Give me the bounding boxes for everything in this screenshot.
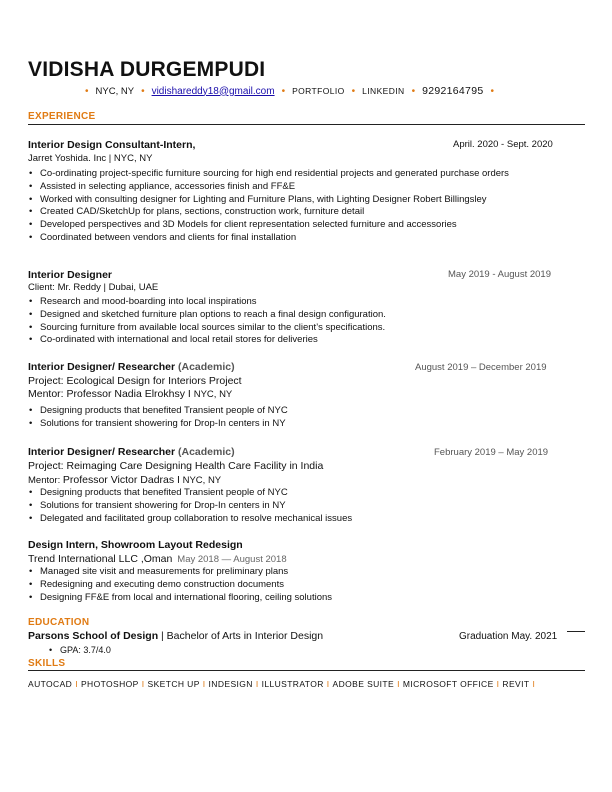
list-item: • Designing FF&E from local and international flooring, ceiling solutions: [28, 592, 580, 605]
list-item: • Solutions for transient showering for Drop-In centers in NY: [28, 418, 580, 431]
list-item: • Co-ordinated with international and local retail stores for deliveries: [28, 334, 580, 347]
mentor-text: Professor Victor Dadras I: [62, 474, 180, 486]
skill-item: PHOTOSHOP: [80, 679, 139, 689]
list-item: • Solutions for transient showering for Drop-In centers in NY: [28, 500, 580, 513]
skill-separator: I: [75, 679, 78, 689]
list-item: • Co-ordinating project-specific furniture sourcing for high end residential projects and generated purchase orders: [28, 168, 580, 181]
skills-heading: SKILLS: [28, 658, 66, 669]
graduation-date: Graduation May. 2021: [459, 631, 558, 642]
degree: | Bachelor of Arts in Interior Design: [161, 630, 324, 642]
skill-separator: I: [397, 679, 400, 689]
phone-number: 9292164795: [422, 85, 484, 97]
job-company: Trend International LLC ,Oman: [28, 553, 173, 565]
job-bullets: [28, 566, 580, 604]
list-item: • Designing products that benefited Transient people of NYC: [28, 405, 580, 418]
separator-dot: •: [281, 85, 286, 97]
list-item: • Assisted in selecting appliance, accessories finish and FF&E: [28, 181, 580, 194]
job-title: [28, 446, 235, 458]
job-title: Interior Design Consultant-Intern,: [28, 139, 196, 151]
separator-dot: •: [85, 85, 89, 97]
experience-heading: EXPERIENCE: [28, 111, 96, 122]
skill-item: REVIT: [502, 679, 530, 689]
skill-item: AUTOCAD: [28, 679, 73, 689]
job-bullets: [28, 487, 580, 525]
skill-separator: I: [202, 679, 206, 689]
job-date: April. 2020 - Sept. 2020: [453, 139, 553, 150]
job-project: Project: Reimaging Care Designing Health Care Facility in India: [28, 460, 324, 472]
linkedin-link[interactable]: LINKEDIN: [362, 86, 405, 96]
list-item: • Coordinated between vendors and clients for final installation: [28, 232, 580, 245]
list-item: • Managed site visit and measurements for preliminary plans: [28, 566, 580, 579]
email-link[interactable]: vidishareddy18@gmail.com: [151, 85, 275, 97]
job-date: February 2019 – May 2019: [434, 447, 549, 458]
short-rule: [567, 631, 585, 632]
section-divider: [28, 124, 585, 125]
section-divider: [28, 670, 585, 671]
contact-line: [78, 85, 501, 97]
skills-list: [28, 679, 538, 689]
education-line: [28, 630, 323, 642]
job-bullets: [28, 168, 580, 245]
job-date: August 2019 – December 2019: [415, 362, 547, 373]
list-item: • Redesigning and executing demo construction documents: [28, 579, 580, 592]
location: NYC, NY: [95, 85, 135, 97]
separator-dot: •: [411, 85, 416, 97]
skill-separator: I: [141, 679, 145, 689]
job-title-text: Interior Designer/ Researcher: [28, 446, 176, 458]
skill-item: SKETCH UP: [147, 679, 200, 689]
job-title: [28, 361, 235, 373]
job-mentor: [28, 388, 232, 400]
job-mentor: [28, 474, 221, 486]
list-item: • Created CAD/SketchUp for plans, sections, construction work, furniture detail: [28, 206, 580, 219]
job-bullets: [28, 296, 580, 347]
skill-item: ILLUSTRATOR: [261, 679, 324, 689]
job-company: Jarret Yoshida. Inc | NYC, NY: [28, 153, 153, 164]
education-bullets: [48, 644, 260, 657]
job-bullets: [28, 405, 580, 431]
separator-dot: •: [141, 85, 145, 97]
list-item: • Designed and sketched furniture plan options to reach a final design configuration.: [28, 309, 580, 322]
job-date: May 2019 - August 2019: [448, 269, 551, 280]
list-item: • Delegated and facilitated group collaboration to resolve mechanical issues: [28, 513, 580, 526]
skill-separator: I: [255, 679, 259, 689]
mentor-prefix: Mentor:: [28, 475, 61, 486]
job-title: Interior Designer: [28, 269, 113, 281]
mentor-location: NYC, NY: [193, 389, 233, 400]
job-date: May 2018 — August 2018: [177, 554, 287, 565]
skill-separator: I: [532, 679, 536, 689]
job-company-line: [28, 553, 287, 565]
mentor-text: Mentor: Professor Nadia Elrokhsy I: [28, 388, 191, 400]
job-company: Client: Mr. Reddy | Dubai, UAE: [28, 282, 159, 293]
job-title-suffix: (Academic): [177, 361, 235, 373]
separator-dot: •: [351, 85, 356, 97]
skill-separator: I: [496, 679, 500, 689]
job-project: Project: Ecological Design for Interiors Project: [28, 375, 242, 387]
skill-item: MICROSOFT OFFICE: [402, 679, 494, 689]
list-item: • Research and mood-boarding into local inspirations: [28, 296, 580, 309]
education-heading: EDUCATION: [28, 617, 90, 628]
list-item: • Developed perspectives and 3D Models for client representation selected furniture and accessories: [28, 219, 580, 232]
portfolio-link[interactable]: PORTFOLIO: [292, 86, 345, 96]
mentor-location: NYC, NY: [182, 475, 222, 486]
school-name: Parsons School of Design: [28, 630, 159, 642]
list-item: • Designing products that benefited Transient people of NYC: [28, 487, 580, 500]
skill-separator: I: [326, 679, 330, 689]
gpa: • GPA: 3.7/4.0: [48, 644, 260, 657]
skill-item: ADOBE SUITE: [332, 679, 395, 689]
separator-dot: •: [490, 85, 494, 97]
list-item: • Sourcing furniture from available local sources similar to the client’s specifications.: [28, 322, 580, 335]
list-item: • Worked with consulting designer for Lighting and Furniture Plans, with Lighting Designer Robert Billingsley: [28, 194, 580, 207]
job-title: Design Intern, Showroom Layout Redesign: [28, 539, 243, 551]
resume-name: VIDISHA DURGEMPUDI: [28, 58, 266, 81]
job-title-suffix: (Academic): [177, 446, 235, 458]
skill-item: INDESIGN: [208, 679, 253, 689]
job-title-text: Interior Designer/ Researcher: [28, 361, 176, 373]
